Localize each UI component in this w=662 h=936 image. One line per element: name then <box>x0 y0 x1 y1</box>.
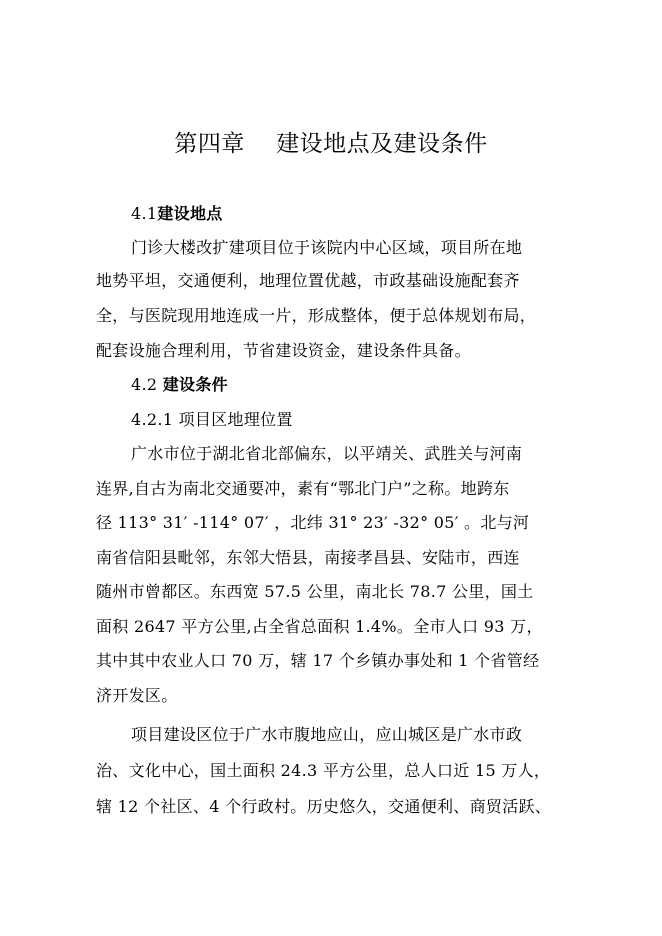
paragraph-2-line-1: 项目建设区位于广水市腹地应山，应山城区是广水市政 <box>131 725 523 744</box>
paragraph-1-line-6: 面积 2647 平方公里,占全省总面积 1.4%。全市人口 93 万， <box>96 617 543 636</box>
paragraph-1-line-1: 广水市位于湖北省北部偏东，以平靖关、武胜关与河南 <box>131 444 523 463</box>
section-4-2-title: 建设条件 <box>162 375 228 394</box>
section-4-1-heading <box>131 203 223 225</box>
paragraph-1-line-2: 连界,自古为南北交通要冲，素有“鄂北门户”之称。地跨东 <box>96 479 510 498</box>
section-4-2-number: 4.2 <box>131 375 158 394</box>
paragraph-2-line-3: 辖 12 个社区、4 个行政村。历史悠久，交通便利、商贸活跃、 <box>96 797 552 816</box>
section-4-2-heading <box>131 374 228 396</box>
section-4-1-line-1: 门诊大楼改扩建项目位于该院内中心区域，项目所在地 <box>131 238 523 257</box>
paragraph-2-line-2: 治、文化中心，国土面积 24.3 平方公里，总人口近 15 万人， <box>96 761 551 780</box>
paragraph-1-line-5: 随州市曾都区。东西宽 57.5 公里，南北长 78.7 公里，国土 <box>96 582 534 601</box>
section-4-1-line-2: 地势平坦，交通便利，地理位置优越，市政基础设施配套齐 <box>96 271 520 290</box>
section-4-1-title: 建设地点 <box>157 204 223 223</box>
paragraph-1-line-3: 径 113° 31′ -114° 07′ ，北纬 31° 23′ -32° 05′ 。北与河 <box>96 513 530 532</box>
section-4-1-line-4: 配套设施合理利用，节省建设资金，建设条件具备。 <box>96 341 471 360</box>
paragraph-1-line-8: 济开发区。 <box>96 686 178 705</box>
section-4-1-number: 4.1 <box>131 204 158 223</box>
chapter-title: 第四章 建设地点及建设条件 <box>174 131 488 157</box>
paragraph-1-line-7: 其中其中农业人口 70 万，辖 17 个乡镇办事处和 1 个省管经 <box>96 651 540 670</box>
section-4-1-line-3: 全，与医院现用地连成一片，形成整体，便于总体规划布局， <box>96 306 537 325</box>
paragraph-1-line-4: 南省信阳县毗邻，东邻大悟县，南接孝昌县、安陆市，西连 <box>96 548 520 567</box>
section-4-2-1-heading: 4.2.1 项目区地理位置 <box>131 410 293 429</box>
